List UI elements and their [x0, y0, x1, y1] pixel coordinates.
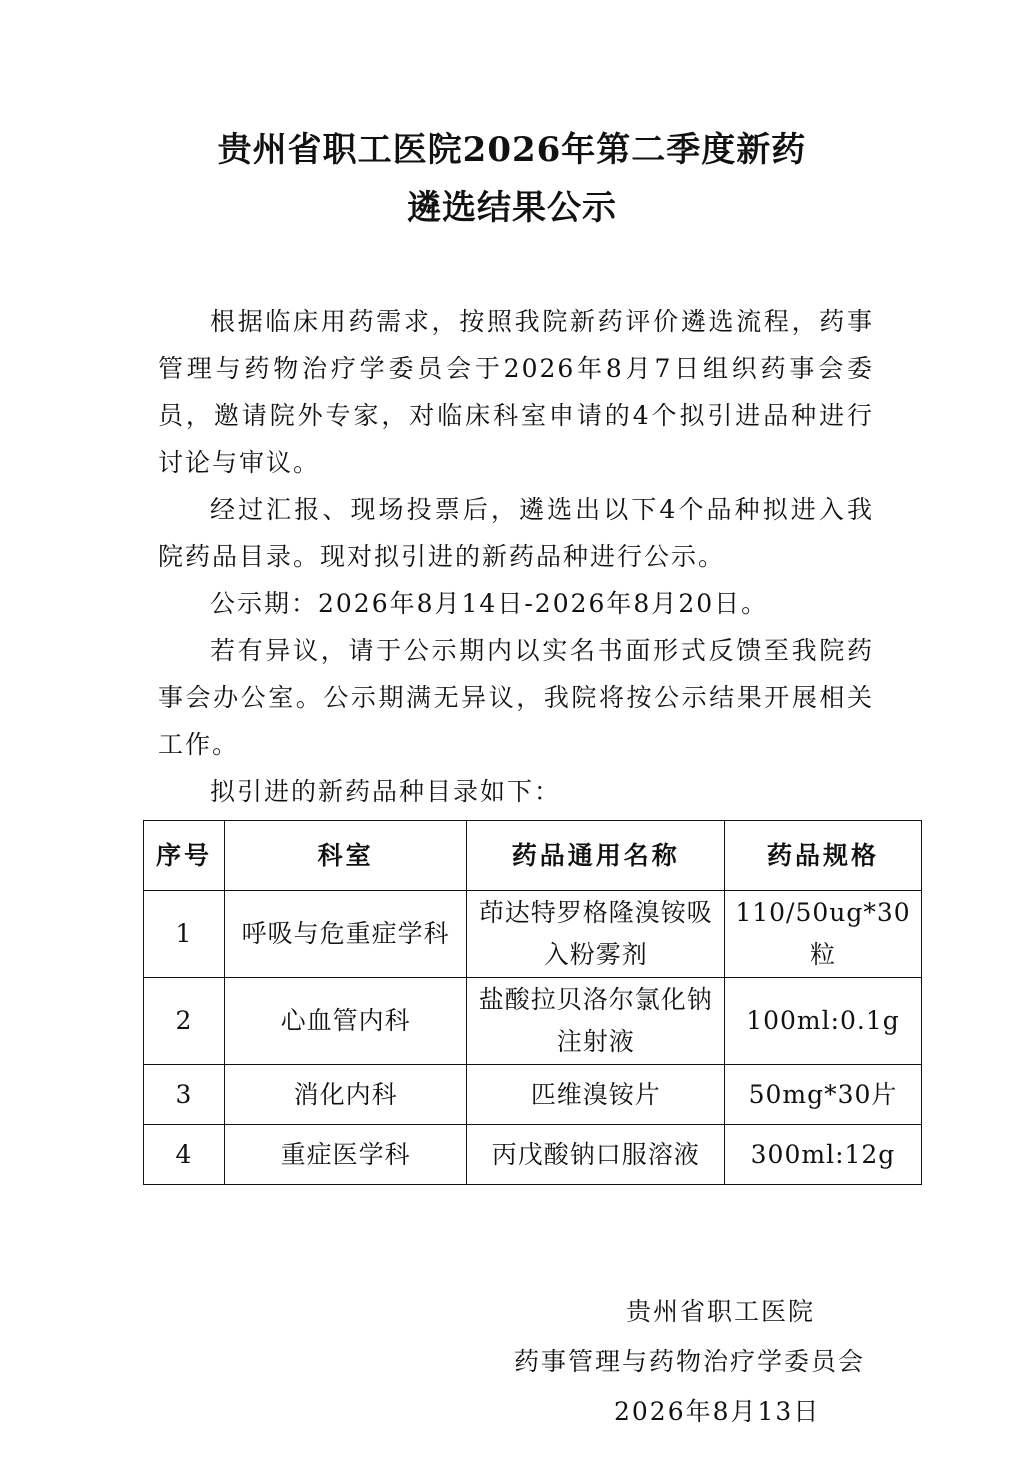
- drug-list-table: [143, 820, 922, 1185]
- cell-drug-name: 盐酸拉贝洛尔氯化钠注射液: [467, 978, 725, 1065]
- cell-drug-name: 匹维溴铵片: [467, 1065, 725, 1125]
- cell-spec: 50mg*30片: [725, 1065, 922, 1125]
- cell-dept: 心血管内科: [224, 978, 467, 1065]
- header-no: 序号: [144, 821, 225, 891]
- cell-no: 4: [144, 1125, 225, 1185]
- paragraph-period: 公示期：2026年8月14日-2026年8月20日。: [210, 589, 769, 618]
- signature-committee: 药事管理与药物治疗学委员会: [514, 1347, 866, 1376]
- body-text: [158, 298, 874, 815]
- table-row: [144, 891, 922, 978]
- cell-spec: 300ml:12g: [725, 1125, 922, 1185]
- header-drug-name: 药品通用名称: [467, 821, 725, 891]
- cell-drug-name: 丙戊酸钠口服溶液: [467, 1125, 725, 1185]
- paragraph-list-intro: 拟引进的新药品种目录如下：: [210, 777, 562, 806]
- signature-org: 贵州省职工医院: [626, 1297, 816, 1326]
- cell-dept: 呼吸与危重症学科: [224, 891, 467, 978]
- cell-no: 2: [144, 978, 225, 1065]
- cell-spec: 110/50ug*30粒: [725, 891, 922, 978]
- header-spec: 药品规格: [725, 821, 922, 891]
- paragraph-objection: 若有异议，请于公示期内以实名书面形式反馈至我院药事会办公室。公示期满无异议，我院将按公示结果开展相关工作。: [158, 636, 874, 759]
- table-row: [144, 978, 922, 1065]
- table-header-row: [144, 821, 922, 891]
- signature-date: 2026年8月13日: [614, 1397, 821, 1426]
- table-row: [144, 1065, 922, 1125]
- cell-drug-name: 茚达特罗格隆溴铵吸入粉雾剂: [467, 891, 725, 978]
- cell-no: 3: [144, 1065, 225, 1125]
- cell-spec: 100ml:0.1g: [725, 978, 922, 1065]
- cell-dept: 消化内科: [224, 1065, 467, 1125]
- document-title-line2: 遴选结果公示: [407, 188, 617, 228]
- paragraph-background: 根据临床用药需求，按照我院新药评价遴选流程，药事管理与药物治疗学委员会于2026年8月7日组织药事会委员，邀请院外专家，对临床科室申请的4个拟引进品种进行讨论与审议。: [158, 307, 874, 477]
- cell-no: 1: [144, 891, 225, 978]
- cell-dept: 重症医学科: [224, 1125, 467, 1185]
- document-title-line1: 贵州省职工医院2026年第二季度新药: [217, 130, 807, 170]
- paragraph-selection: 经过汇报、现场投票后，遴选出以下4个品种拟进入我院药品目录。现对拟引进的新药品种进行公示。: [158, 495, 874, 571]
- table-row: [144, 1125, 922, 1185]
- header-dept: 科室: [224, 821, 467, 891]
